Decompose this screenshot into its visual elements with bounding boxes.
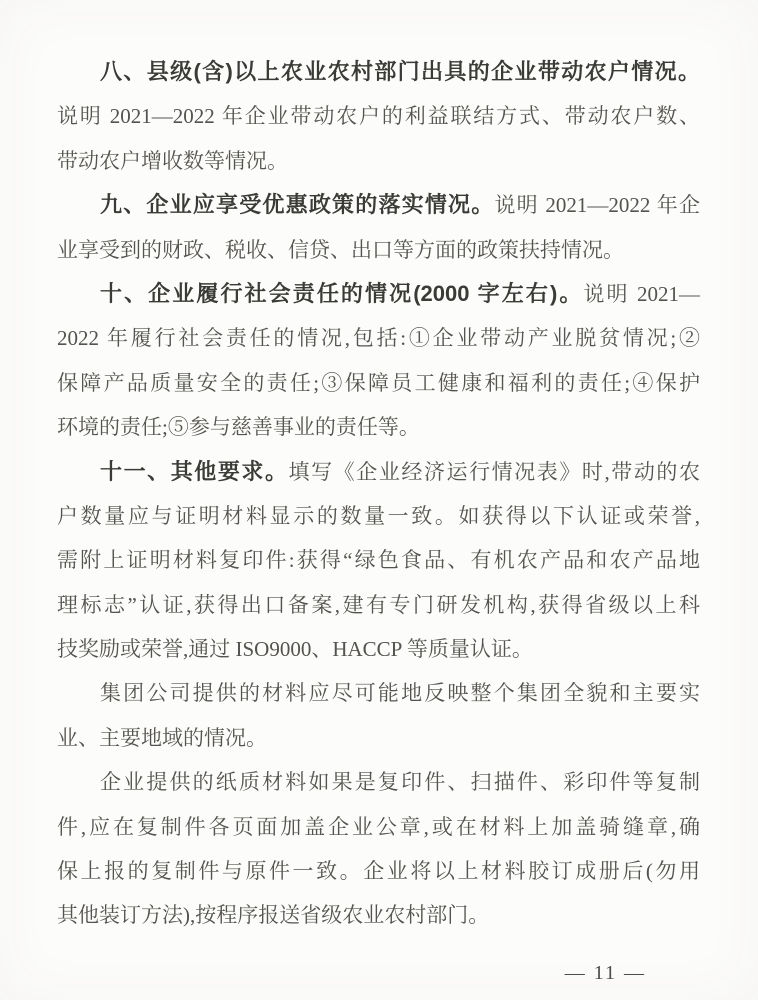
body-text: 企业提供的纸质材料如果是复印件、扫描件、彩印件等复制 bbox=[100, 770, 700, 795]
body-text: 2022 年履行社会责任的情况,包括:①企业带动产业脱贫情况;② bbox=[57, 326, 700, 351]
paragraph-group-company-note bbox=[57, 671, 700, 760]
paragraph-paper-materials-note bbox=[57, 760, 700, 938]
body-text: 业、主要地域的情况。 bbox=[57, 725, 267, 750]
body-text: 技奖励或荣誉,通过 ISO9000、HACCP 等质量认证。 bbox=[57, 637, 533, 662]
body-text: 户数量应与证明材料显示的数量一致。如获得以下认证或荣誉, bbox=[57, 503, 700, 528]
section-heading-10: 十、企业履行社会责任的情况(2000 字左右)。 bbox=[100, 280, 584, 306]
paragraph-section-11 bbox=[57, 450, 700, 672]
text-line bbox=[57, 50, 700, 94]
paragraph-section-8 bbox=[57, 50, 700, 183]
text-line bbox=[57, 94, 700, 138]
body-text: 件,应在复制件各页面加盖企业公章,或在材料上加盖骑缝章,确 bbox=[57, 814, 700, 839]
text-line bbox=[57, 849, 700, 893]
text-line bbox=[57, 183, 700, 227]
body-text: 填写《企业经济运行情况表》时,带动的农 bbox=[288, 459, 700, 484]
body-text: 需附上证明材料复印件:获得“绿色食品、有机农产品和农产品地 bbox=[57, 548, 700, 573]
body-text: 保上报的复制件与原件一致。企业将以上材料胶订成册后(勿用 bbox=[57, 859, 700, 884]
text-line bbox=[57, 272, 700, 316]
text-line bbox=[57, 583, 700, 627]
paragraph-section-9 bbox=[57, 183, 700, 272]
text-line bbox=[57, 361, 700, 405]
body-text: 其他装订方法),按程序报送省级农业农村部门。 bbox=[57, 903, 490, 928]
text-line bbox=[57, 494, 700, 538]
text-line bbox=[57, 805, 700, 849]
paragraph-section-10 bbox=[57, 272, 700, 450]
text-line bbox=[57, 760, 700, 804]
body-text: 业享受到的财政、税收、信贷、出口等方面的政策扶持情况。 bbox=[57, 237, 624, 262]
text-line bbox=[57, 405, 700, 449]
section-heading-8: 八、县级(含)以上农业农村部门出具的企业带动农户情况。 bbox=[100, 59, 700, 84]
body-text: 保障产品质量安全的责任;③保障员工健康和福利的责任;④保护 bbox=[57, 370, 700, 395]
body-text: 说明 2021—2022 年企业带动农户的利益联结方式、带动农户数、 bbox=[57, 104, 700, 129]
document-text-block bbox=[57, 50, 700, 938]
text-line bbox=[57, 450, 700, 494]
body-text: 说明 2021— bbox=[583, 281, 700, 306]
body-text: 理标志”认证,获得出口备案,建有专门研发机构,获得省级以上科 bbox=[57, 592, 700, 617]
text-line bbox=[57, 893, 700, 937]
text-line bbox=[57, 228, 700, 272]
body-text: 集团公司提供的材料应尽可能地反映整个集团全貌和主要实 bbox=[100, 681, 700, 706]
text-line bbox=[57, 538, 700, 582]
text-line bbox=[57, 716, 700, 760]
text-line bbox=[57, 139, 700, 183]
body-text: 环境的责任;⑤参与慈善事业的责任等。 bbox=[57, 415, 420, 440]
section-heading-9: 九、企业应享受优惠政策的落实情况。 bbox=[100, 192, 495, 218]
text-line bbox=[57, 671, 700, 715]
body-text: 说明 2021—2022 年企 bbox=[494, 193, 700, 218]
text-line bbox=[57, 316, 700, 360]
text-line bbox=[57, 627, 700, 671]
body-text: 带动农户增收数等情况。 bbox=[57, 148, 288, 173]
page-number: — 11 — bbox=[564, 962, 646, 984]
section-heading-11: 十一、其他要求。 bbox=[100, 458, 289, 484]
